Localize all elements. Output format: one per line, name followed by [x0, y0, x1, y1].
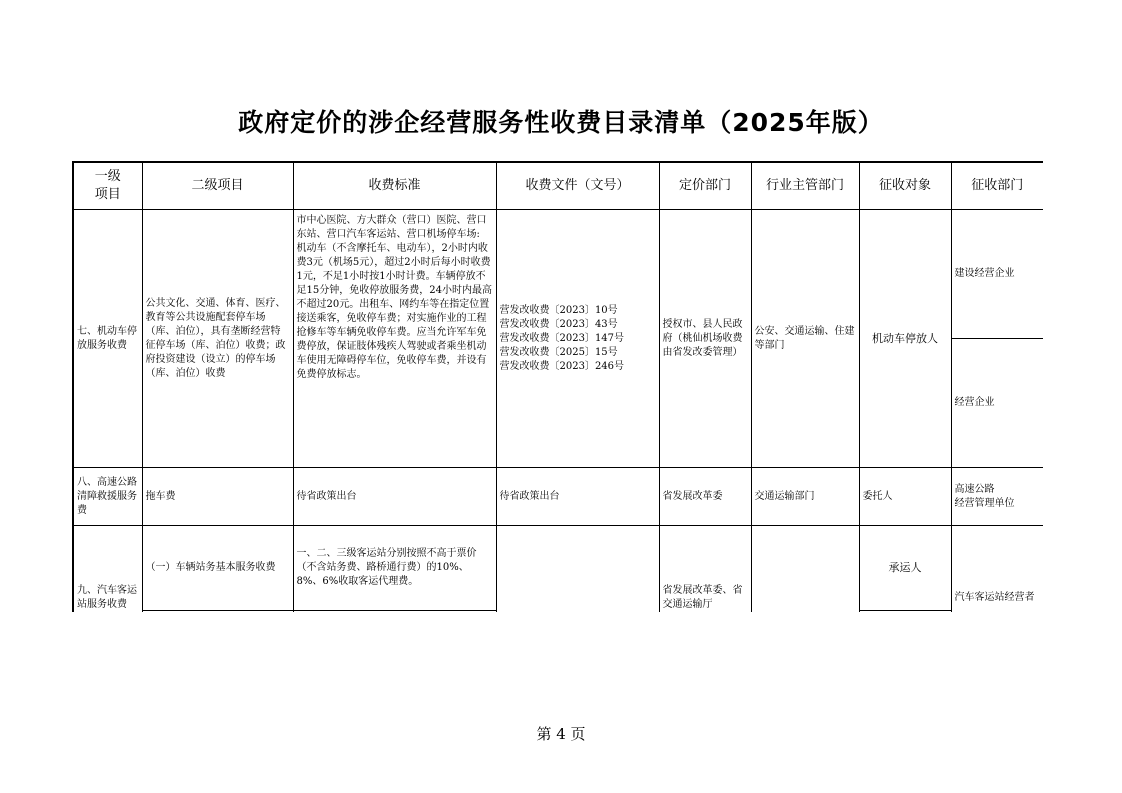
row7-pricing: 授权市、县人民政府（桃仙机场收费由省发改委管理） [659, 210, 751, 468]
page-number: 第 4 页 [536, 725, 586, 743]
fee-table-container [72, 161, 1043, 612]
row7-docs: 营发改收费〔2023〕10号 营发改收费〔2023〕43号 营发改收费〔2023〕147号 营发改收费〔2025〕15号 营发改收费〔2023〕246号 [496, 210, 659, 468]
row7-standard: 市中心医院、方大群众（营口）医院、营口东站、营口汽车客运站、营口机场停车场: 机动车（不含摩托车、电动车），2小时内收费3元（机场5元），超过2小时后每小时收费1元，不足1小时按1小时计费。车辆停放不足15分钟，免收停放服务费，24小时内最高不超过20元。出租车、网约车等在指定位置接送乘客，免收停车费；对实施作业的工程抢修车等车辆免收停车费。应当允许军车免费停放，保证肢体残疾人驾驶或者乘坐机动车使用无障碍停车位，免收停车费，并设有免费停放标志。 [293, 210, 496, 468]
row7-target: 机动车停放人 [859, 210, 951, 468]
row7-authority: 公安、交通运输、住建等部门 [751, 210, 859, 468]
header-standard: 收费标准 [293, 162, 496, 210]
row9-target-cont [859, 611, 951, 613]
row9-level2: （一）车辆站务基本服务收费 [142, 526, 293, 611]
fee-table [72, 161, 1043, 612]
row7-level1: 七、机动车停放服务收费 [73, 210, 142, 468]
table-row [73, 210, 1043, 339]
row9-pricing: 省发展改革委、省交通运输厅 [659, 526, 751, 613]
row8-collector: 高速公路 经营管理单位 [951, 468, 1043, 526]
row8-target: 委托人 [859, 468, 951, 526]
row8-level2: 拖车费 [142, 468, 293, 526]
table-row [73, 468, 1043, 526]
row8-docs: 待省政策出台 [496, 468, 659, 526]
row9-authority [751, 526, 859, 613]
header-authority: 行业主管部门 [751, 162, 859, 210]
row7-level2: 公共文化、交通、体育、医疗、教育等公共设施配套停车场（库、泊位），具有垄断经营特征停车场（库、泊位）收费；政府投资建设（设立）的停车场（库、泊位）收费 [142, 210, 293, 468]
row9-target: 承运人 [859, 526, 951, 611]
header-target: 征收对象 [859, 162, 951, 210]
row7-collector-2: 经营企业 [951, 339, 1043, 468]
table-row [73, 526, 1043, 611]
row9-level2-cont [142, 611, 293, 613]
row7-collector-1: 建设经营企业 [951, 210, 1043, 339]
header-level1: 一级 项目 [73, 162, 142, 210]
row8-level1: 八、高速公路清障救援服务费 [73, 468, 142, 526]
row9-docs [496, 526, 659, 613]
row9-standard: 一、二、三级客运站分别按照不高于票价（不含站务费、路桥通行费）的10%、8%、6%收取客运代理费。 [293, 526, 496, 611]
header-level2: 二级项目 [142, 162, 293, 210]
row9-level1: 九、汽车客运站服务收费 [73, 526, 142, 613]
row8-standard: 待省政策出台 [293, 468, 496, 526]
table-header-row [73, 162, 1043, 210]
row8-pricing: 省发展改革委 [659, 468, 751, 526]
row8-authority: 交通运输部门 [751, 468, 859, 526]
header-pricing-dept: 定价部门 [659, 162, 751, 210]
page-title: 政府定价的涉企经营服务性收费目录清单（2025年版） [238, 108, 884, 137]
row9-collector: 汽车客运站经营者 [951, 526, 1043, 613]
header-docs: 收费文件（文号） [496, 162, 659, 210]
row9-standard-cont [293, 611, 496, 613]
header-collector: 征收部门 [951, 162, 1043, 210]
